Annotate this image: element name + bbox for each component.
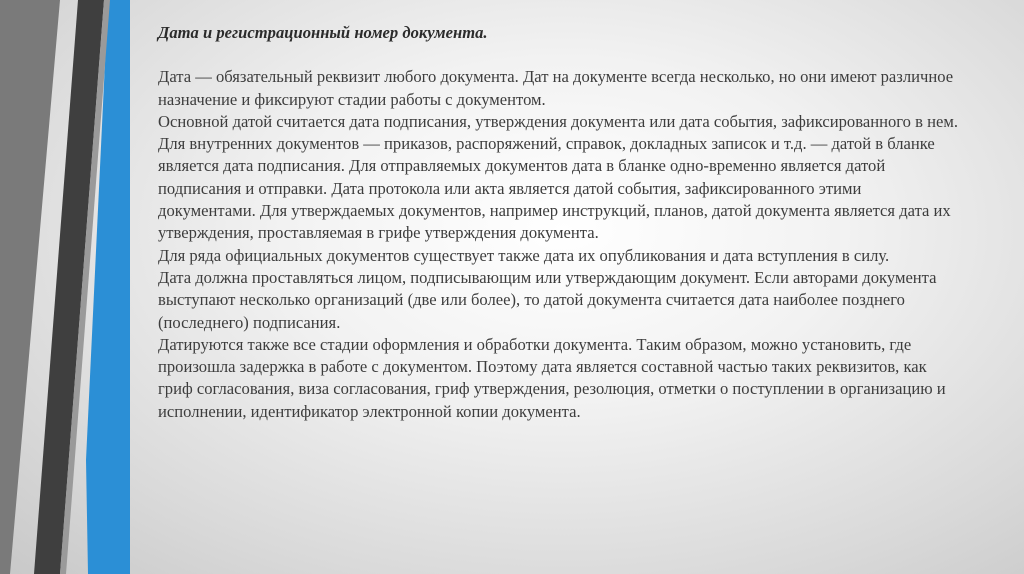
paragraph-publication: Для ряда официальных документов существует также дата их опубликования и дата вступления в силу. — [158, 245, 890, 265]
paragraph-intro: Дата — обязательный реквизит любого документа. Дат на документе всегда несколько, но они имеют различное назначение и фиксируют стадии работы с документом. — [158, 67, 954, 109]
paragraph-signer: Дата должна проставляться лицом, подписывающим или утверждающим документ. Если авторами документа выступают несколько организаций (две или более), то датой документа считается дата наиболее позднего (последнего) подписания. — [158, 267, 937, 332]
slide-content — [158, 22, 958, 423]
slide-title: Дата и регистрационный номер документа. — [158, 23, 488, 42]
decorative-stripes — [0, 0, 150, 574]
paragraph-stages: Датируются также все стадии оформления и обработки документа. Таким образом, можно установить, где произошла задержка в работе с документом. Поэтому дата является составной частью таких реквизитов, как гриф согласования, виза согласования, гриф утверждения, резолюция, отметки о поступлении в организацию и исполнении, идентификатор электронной копии документа. — [158, 334, 946, 421]
paragraph-main-date: Основной датой считается дата подписания, утверждения документа или дата события, зафиксированного в нем. Для внутренних документов — приказов, распоряжений, справок, докладных записок и т.д. — датой в бланке является дата подписания. Для отправляемых документов дата в бланке одно-временно является датой подписания и отправки. Дата протокола или акта является датой события, зафиксированного этими документами. Для утверждаемых документов, например инструкций, планов, датой документа является дата их утверждения, проставляемая в грифе утверждения документа. — [158, 111, 958, 243]
